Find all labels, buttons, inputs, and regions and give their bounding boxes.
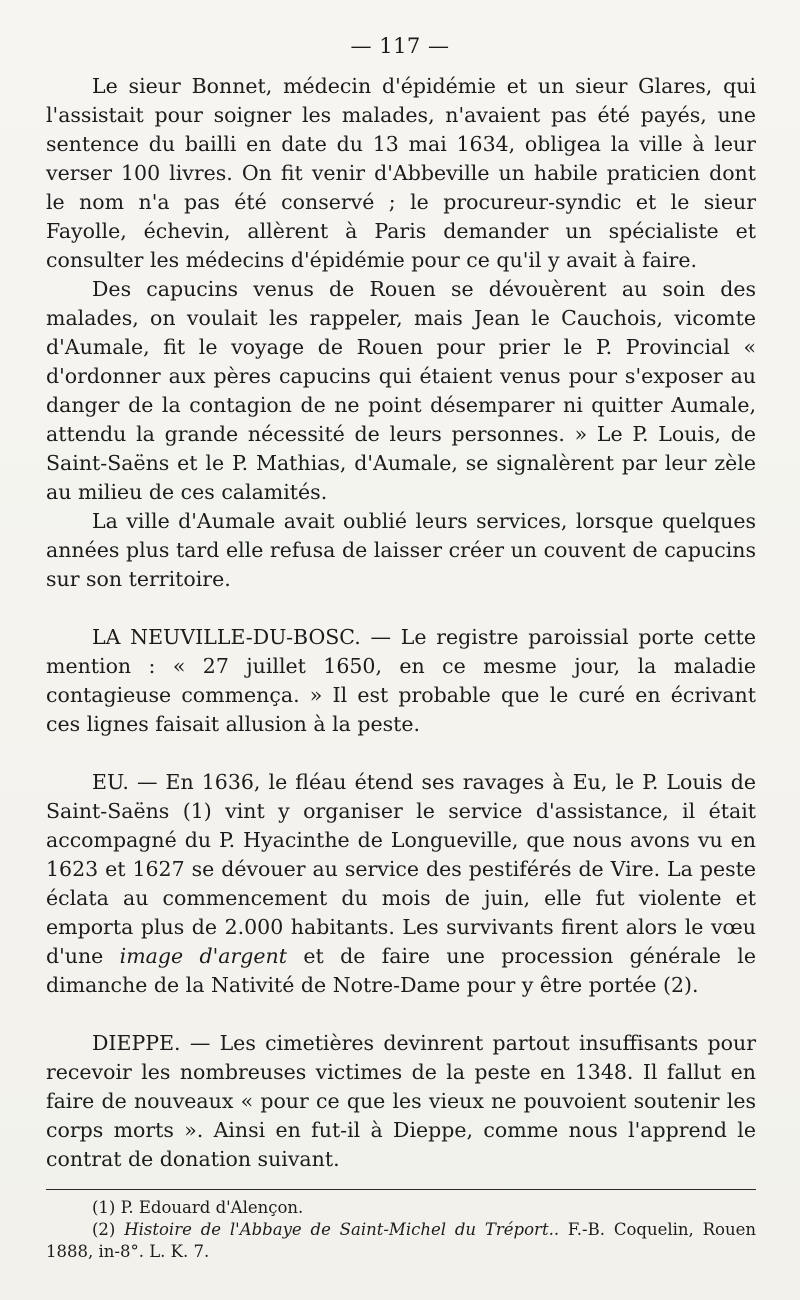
footnote-1: (1) P. Edouard d'Alençon.: [92, 1198, 304, 1217]
section-spacer: [46, 739, 756, 768]
main-text: [46, 72, 756, 1174]
footnote-2-details: F.-B. Coquelin, Rouen 1888, in-8°. L. K. 7.: [46, 1220, 756, 1261]
section-spacer: [46, 1000, 756, 1029]
paragraph-eu-start: EU. — En 1636, le fléau étend ses ravages à Eu, le P. Louis de Saint-Saëns (1) vint y organiser le service d'assistance, il était accompagné du P. Hyacinthe de Longueville, que nous avons vu en 1623 et 1627 se dévouer au service des pestiférés de Vire. La peste éclata au commencement du mois de juin, elle fut violente et emporta plus de 2.000 habitants. Les survivants firent alors le vœu d'une: [46, 770, 756, 968]
paragraph-bonnet: Le sieur Bonnet, médecin d'épidémie et un sieur Glares, qui l'assistait pour soigner les malades, n'avaient pas été payés, une sentence du bailli en date du 13 mai 1634, obligea la ville à leur verser 100 livres. On fit venir d'Abbeville un habile praticien dont le nom n'a pas été conservé ; le procureur-syndic et le sieur Fayolle, échevin, allèrent à Paris demander un spécialiste et consulter les médecins d'épidémie pour ce qu'il y avait à faire.: [46, 74, 756, 272]
footnotes: [46, 1197, 756, 1263]
section-spacer: [46, 594, 756, 623]
footnote-divider: [46, 1189, 756, 1190]
paragraph-aumale: La ville d'Aumale avait oublié leurs services, lorsque quelques années plus tard elle refusa de laisser créer un couvent de capucins sur son territoire.: [46, 509, 756, 591]
paragraph-capucins: Des capucins venus de Rouen se dévouèrent au soin des malades, on voulait les rappeler, mais Jean le Cauchois, vicomte d'Aumale, fit le voyage de Rouen pour prier le P. Provincial « d'ordonner aux pères capucins qui étaient venus pour s'exposer au danger de la contagion de ne point désemparer ni quitter Aumale, attendu la grande nécessité de leurs personnes. » Le P. Louis, de Saint-Saëns et le P. Mathias, d'Aumale, se signalèrent par leur zèle au milieu de ces calamités.: [46, 277, 756, 504]
paragraph-eu-end: et de faire une procession générale le dimanche de la Nativité de Notre-Dame pour y être portée (2).: [46, 944, 756, 997]
footnote-2-number: (2): [92, 1220, 116, 1239]
paragraph-dieppe: DIEPPE. — Les cimetières devinrent partout insuffisants pour recevoir les nombreuses victimes de la peste en 1348. Il fallut en faire de nouveaux « pour ce que les vieux ne pouvoient soutenir les corps morts ». Ainsi en fut-il à Dieppe, comme nous l'apprend le contrat de donation suivant.: [46, 1031, 756, 1171]
footnote-2: [46, 1219, 756, 1263]
page-number: — 117 —: [350, 34, 450, 58]
paragraph-eu: [46, 768, 756, 1000]
paragraph-eu-italic: image d'argent: [119, 944, 287, 968]
footnote-2-title: Histoire de l'Abbaye de Saint-Michel du Tréport..: [124, 1220, 560, 1239]
paragraph-neuville: LA NEUVILLE-DU-BOSC. — Le registre paroissial porte cette mention : « 27 juillet 1650, en ce mesme jour, la maladie contagieuse commença. » Il est probable que le curé en écrivant ces lignes faisait allusion à la peste.: [46, 625, 756, 736]
